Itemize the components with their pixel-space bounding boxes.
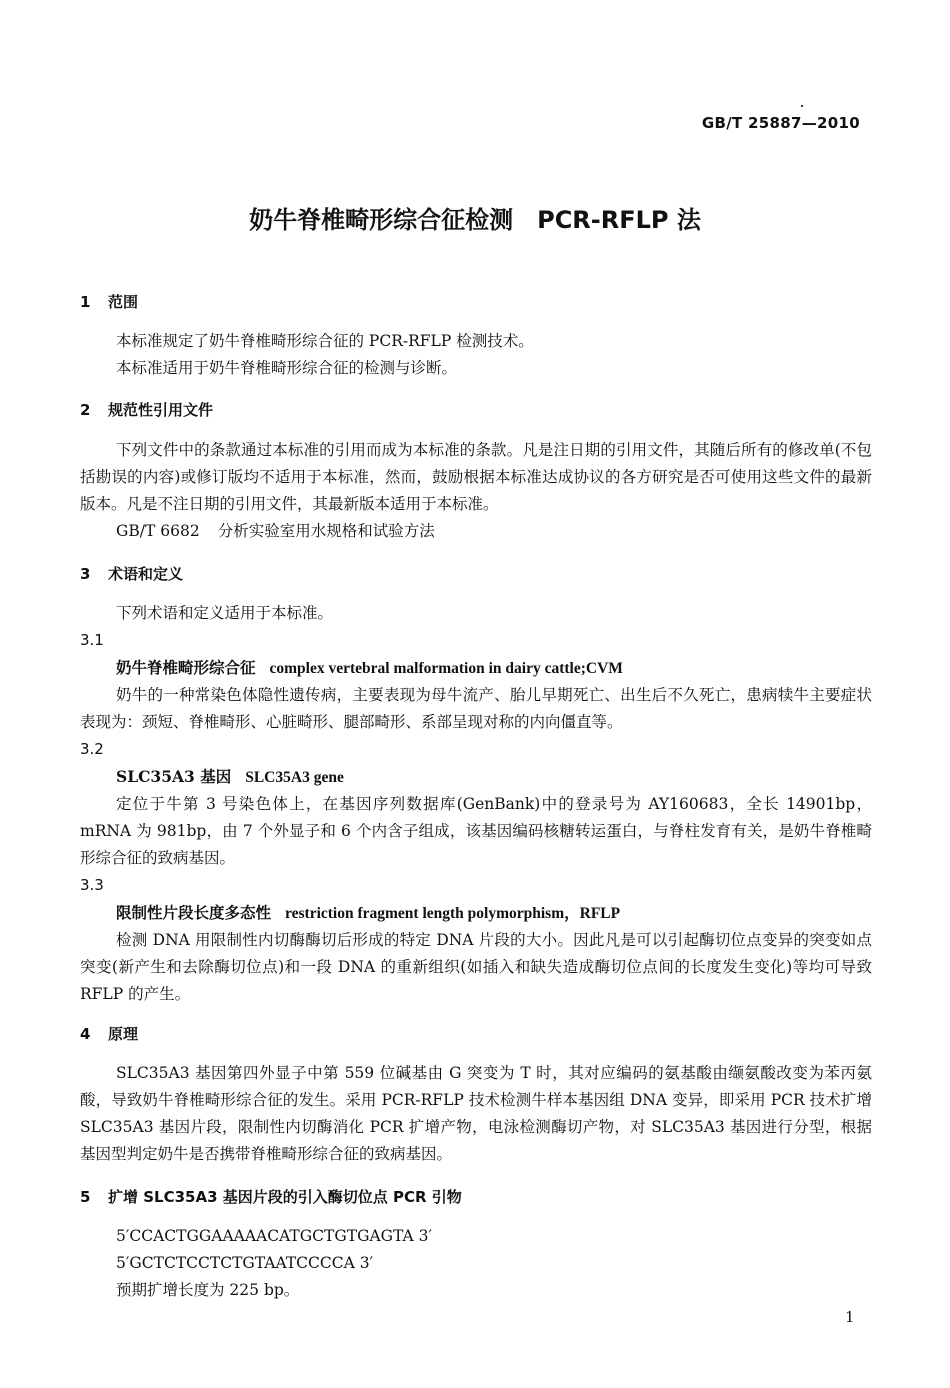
term-zh: SLC35A3 基因 <box>116 767 232 786</box>
section-number: 5 <box>80 1188 91 1206</box>
section-2-heading <box>80 397 872 424</box>
section-2 <box>80 397 872 424</box>
reference-code: GB/T 6682 <box>116 522 200 540</box>
section-4-heading <box>80 1021 872 1048</box>
section-3 <box>80 561 872 588</box>
term-heading <box>80 899 872 927</box>
term-definition: 检测 DNA 用限制性内切酶酶切后形成的特定 DNA 片段的大小。因此凡是可以引起酶切位点变异的突变如点突变(新产生和去除酶切位点)和一段 DNA 的重新组织(如插入和缺失造成酶切位点间的长度发生变化)等均可导致 RFLP 的产生。 <box>80 931 872 1003</box>
paragraph: 下列文件中的条款通过本标准的引用而成为本标准的条款。凡是注日期的引用文件，其随后所有的修改单(不包括勘误的内容)或修订版均不适用于本标准，然而，鼓励根据本标准达成协议的各方研究是否可使用这些文件的最新版本。凡是不注日期的引用文件，其最新版本适用于本标准。 <box>80 441 872 513</box>
section-2-body <box>80 437 872 545</box>
reference-title: 分析实验室用水规格和试验方法 <box>217 522 435 540</box>
term-zh: 限制性片段长度多态性 <box>116 903 272 922</box>
document-title: 奶牛脊椎畸形综合征检测 PCR-RFLP 法 <box>249 206 701 234</box>
expected-length: 预期扩增长度为 225 bp。 <box>116 1281 300 1299</box>
term-number: 3.1 <box>80 631 104 649</box>
section-4 <box>80 1021 872 1048</box>
section-title: 术语和定义 <box>108 565 184 583</box>
section-5-heading <box>80 1184 872 1211</box>
section-number: 1 <box>80 293 91 311</box>
section-5 <box>80 1184 872 1211</box>
term-number: 3.2 <box>80 740 104 758</box>
section-5-body <box>80 1223 872 1304</box>
section-3-body <box>80 600 872 1008</box>
term-number: 3.3 <box>80 876 104 894</box>
term-en: complex vertebral malformation in dairy cattle;CVM <box>269 660 623 677</box>
section-1 <box>80 289 872 316</box>
term-en: restriction fragment length polymorphism，RFLP <box>285 905 621 922</box>
primer-reverse: 5′GCTCTCCTCTGTAATCCCCA 3′ <box>116 1254 374 1272</box>
section-title: 范围 <box>108 293 139 311</box>
term-zh: 奶牛脊椎畸形综合征 <box>116 658 256 677</box>
term-definition: 定位于牛第 3 号染色体上，在基因序列数据库(GenBank)中的登录号为 AY160683，全长 14901bp，mRNA 为 981bp，由 7 个外显子和 6 个内含子组成，该基因编码核糖转运蛋白，与脊柱发育有关，是奶牛脊椎畸形综合征的致病基因。 <box>80 795 872 867</box>
scan-dot <box>801 105 803 107</box>
standard-number: GB/T 25887—2010 <box>701 114 860 132</box>
section-title: 扩增 SLC35A3 基因片段的引入酶切位点 PCR 引物 <box>108 1188 462 1206</box>
section-number: 4 <box>80 1025 91 1043</box>
section-4-body <box>80 1060 872 1168</box>
section-1-heading <box>80 289 872 316</box>
section-number: 3 <box>80 565 91 583</box>
section-number: 2 <box>80 401 91 419</box>
section-3-heading <box>80 561 872 588</box>
section-1-body <box>80 328 872 382</box>
section-title: 原理 <box>108 1025 139 1043</box>
paragraph: 下列术语和定义适用于本标准。 <box>116 604 334 622</box>
term-en: SLC35A3 gene <box>245 769 344 786</box>
term-definition: 奶牛的一种常染色体隐性遗传病，主要表现为母牛流产、胎儿早期死亡、出生后不久死亡，患病犊牛主要症状表现为：颈短、脊椎畸形、心脏畸形、腿部畸形、系部呈现对称的内向僵直等。 <box>80 686 872 731</box>
paragraph: SLC35A3 基因第四外显子中第 559 位碱基由 G 突变为 T 时，其对应编码的氨基酸由缬氨酸改变为苯丙氨酸，导致奶牛脊椎畸形综合征的发生。采用 PCR-RFLP 技术检测牛样本基因组 DNA 变异，即采用 PCR 技术扩增 SLC35A3 基因片段，限制性内切酶消化 PCR 扩增产物，电泳检测酶切产物，对 SLC35A3 基因进行分型，根据基因型判定奶牛是否携带脊椎畸形综合征的致病基因。 <box>80 1064 872 1163</box>
term-heading <box>80 763 872 791</box>
page-number: 1 <box>845 1308 855 1326</box>
paragraph: 本标准适用于奶牛脊椎畸形综合征的检测与诊断。 <box>116 359 458 377</box>
section-title: 规范性引用文件 <box>108 401 214 419</box>
normative-reference <box>80 518 872 545</box>
primer-forward: 5′CCACTGGAAAAACATGCTGTGAGTA 3′ <box>116 1227 433 1245</box>
term-heading <box>80 654 872 682</box>
paragraph: 本标准规定了奶牛脊椎畸形综合征的 PCR-RFLP 检测技术。 <box>116 332 534 350</box>
